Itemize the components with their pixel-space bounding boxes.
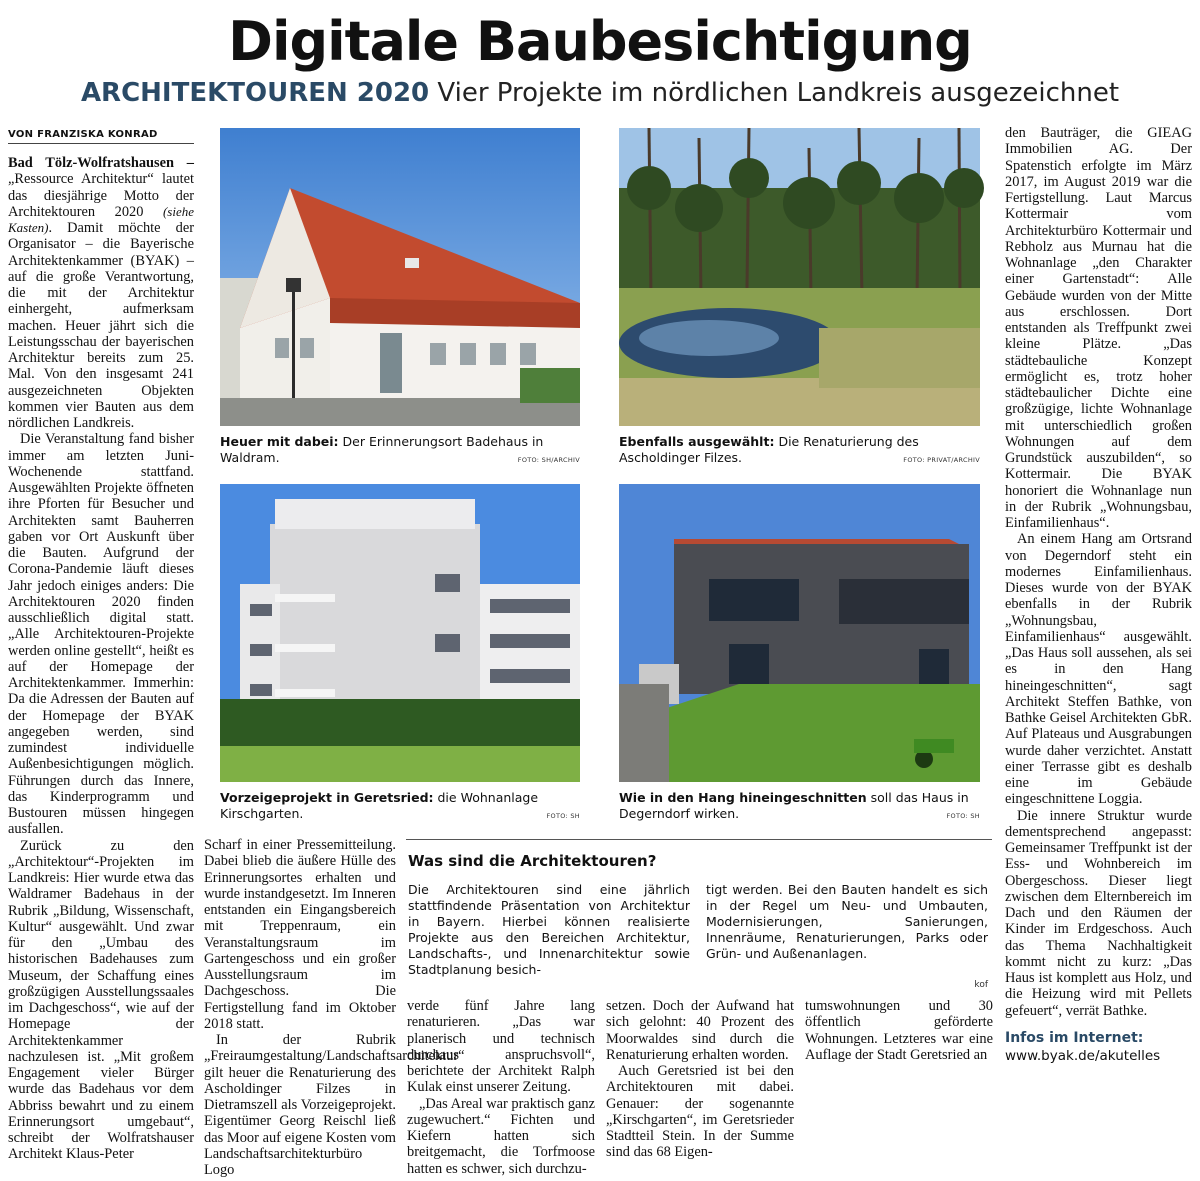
- subheadline-kicker: ARCHITEKTOUREN 2020: [80, 78, 430, 108]
- paragraph: Auch Geretsried ist bei den Architektouren mit dabei. Genauer: der sogenannte „Kirschgarten“, im Geretsrieder Stadtteil Stein. In der Summe sind das 68 Eigen-: [606, 1063, 794, 1161]
- dateline: Bad Tölz-Wolfratshausen –: [8, 155, 194, 171]
- paragraph-text: . Damit möchte der Organisator – die Bayerische Architektenkammer (BYAK) – auf die große Verantwortung, die mit der Architektur einhergeht, aufmerksam machen. Heuer jährt sich die Leistungsschau der bayerischen Architektur bereits zum 25. Mal. Von den insgesamt 241 ausgezeichneten Objekten kommen vier Bauten aus dem nördlichen Landkreis.: [8, 220, 194, 431]
- paragraph: Zurück zu den „Architektour“-Projekten im Landkreis: Hier wurde etwa das Waldramer Badehaus in der Rubrik „Bildung, Wissenschaft, Kultur“ ausgewählt. Und zwar für den „Umbau des historischen Badehauses zum Museum, der Schaffung eines großzügigen Ausstellungssaales im Dachgeschoss“, wie auf der Homepage der Architektenkammer nachzulesen ist. „Mit großem Engagement vieler Bürger wurde das Badehaus vor dem Abbriss bewahrt und zu einem Erinnerungsort umgebaut“, schreibt der Wolfratshauser Architekt Klaus-Peter: [8, 837, 194, 1163]
- paragraph: An einem Hang am Ortsrand von Degerndorf steht ein modernes Einfamilienhaus. Dieses wurde von der BYAK ebenfalls in der Rubrik „Wohnungsbau, Einfamilienhaus“ ausgewählt. „Das Haus soll aussehen, als sei es in den Hang hineingeschnitten“, sagt Architekt Steffen Bathke, von Bathke Geisel Architekten GbR. Auf Plateaus und Ausgrabungen wurde daher verzichtet. Anstatt einer Terrasse gibt es deshalb eine im Gebäude eingeschnittene Loggia.: [1005, 531, 1192, 808]
- infobox-signature: kof: [974, 980, 988, 990]
- photo-badehaus: [220, 128, 580, 426]
- article-column-3: [407, 998, 595, 1181]
- paragraph: setzen. Doch der Aufwand hat sich gelohnt: 40 Prozent des Moorwaldes sind durch die Renaturierung erhalten worden.: [606, 998, 794, 1063]
- caption-lead: Vorzeigeprojekt in Geretsried:: [220, 790, 434, 805]
- infobox-title: Was sind die Architektouren?: [408, 852, 657, 870]
- photo-moor: [619, 128, 980, 426]
- paragraph: tumswohnungen und 30 öffentlich geförderte Wohnungen. Letzteres war eine Auflage der Stadt Geretsried an: [805, 998, 993, 1063]
- photo-credit-moor: FOTO: PRIVAT/ARCHIV: [903, 456, 980, 464]
- caption-text: die Wohnanlage Kirschgarten.: [220, 790, 539, 821]
- headline: Digitale Baubesichtigung: [228, 10, 972, 73]
- article-column-2: [204, 837, 465, 1181]
- photo-credit-degerndorf: FOTO: SH: [946, 812, 980, 820]
- paragraph: den Bauträger, die GIEAG Immobilien AG. Der Spatenstich erfolgte im März 2017, im August 2019 war die Fertigstellung. Laut Marcus Kottermair vom Architekturbüro Kottermair und Rebholz aus Murnau hat die Wohnanlage „den Charakter einer Gartenstadt“: Alle Gebäude wurden von der Mitte aus erschlossen. Dort entstanden als Treffpunkt zwei kleine Plätze. „Das städtebauliche Konzept ermöglicht es, trotz hoher städtebaulicher Dichte eine großzügige, lichte Wohnanlage mit unterschiedlich großen Wohnungen auf dem Grundstück auszubilden“, so Kottermair. Die BYAK honoriert die Wohnanlage nun in der Rubrik „Wohnungsbau, Einfamilienhaus“.: [1005, 125, 1192, 531]
- caption-text: soll das Haus in Degerndorf wirken.: [619, 790, 969, 821]
- reference-note: (siehe Kasten): [8, 203, 194, 235]
- caption-text: Die Renaturierung des Ascholdinger Filzes.: [619, 434, 919, 465]
- article-column-4: [606, 998, 794, 1181]
- caption-text: Der Erinnerungsort Badehaus in Waldram.: [220, 434, 544, 465]
- paragraph: Scharf in einer Pressemitteilung. Dabei blieb die äußere Hülle des Erinnerungsortes erhalten und wurde instandgesetzt. Im Inneren entstanden ein Eingangsbereich mit Treppenraum, ein Veranstaltungsraum im Gartengeschoss und ein großer Ausstellungsraum im Dachgeschoss. Die Fertigstellung fand im Oktober 2018 statt.: [204, 837, 396, 1032]
- photo-credit-badehaus: FOTO: SH/ARCHIV: [517, 456, 580, 464]
- infobox-text-right: tigt werden. Bei den Bauten handelt es sich in der Regel um Neu- und Umbauten, Modernisierungen, Sanierungen, Innenräume, Renaturierungen, Parks oder Grün- und Außenanlagen.: [706, 882, 988, 961]
- caption-lead: Ebenfalls ausgewählt:: [619, 434, 775, 449]
- info-heading: Infos im Internet:: [1005, 1030, 1144, 1046]
- paragraph: verde fünf Jahre lang renaturieren. „Das war planerisch und technisch durchaus anspruchsvoll“, berichtete der Architekt Ralph Kulak einst unserer Zeitung.: [407, 998, 595, 1096]
- infobox-text-left: Die Architektouren sind eine jährlich stattfindende Präsentation von Architektur in Bayern. Hierbei können realisierte Projekte aus den Bereichen Architektur, Landschafts-, und Innenarchitektur sowie Stadtplanung besich-: [408, 882, 690, 977]
- infobox-divider: [406, 839, 992, 840]
- paragraph: In der Rubrik „Freiraumgestaltung/Landschaftsarchitektur“ gilt heuer die Renaturierung des Ascholdinger Filzes in Dietramszell als Vorzeigeprojekt. Eigentümer Georg Reischl ließ das Moor auf eigene Kosten vom Landschaftsarchitekturbüro Logo: [204, 1032, 465, 1178]
- article-column-5: [805, 998, 993, 1078]
- subheadline: [0, 78, 1200, 108]
- photo-credit-kirschgarten: FOTO: SH: [546, 812, 580, 820]
- paragraph: Die innere Struktur wurde dementsprechend angepasst: Gemeinsamer Treffpunkt ist der Ess- und Wohnbereich im Obergeschoss. Dieser liegt zwischen dem Elternbereich im Dach und den Räumen der Kinder im Erdgeschoss. Auch das Thema Nachhaltigkeit kommt nicht zu kurz: „Das Haus ist komplett aus Holz, und die Heizung wird mit Pellets gefeuert“, verrät Bathke.: [1005, 807, 1192, 1019]
- paragraph-text: „Ressource Architektur“ lautet das diesjährige Motto der Architektouren 2020: [8, 171, 194, 220]
- info-url-link[interactable]: www.byak.de/akutelles: [1005, 1048, 1161, 1064]
- caption-lead: Wie in den Hang hineingeschnitten: [619, 790, 867, 805]
- photo-degerndorf: [619, 484, 980, 782]
- paragraph: „Das Areal war praktisch ganz zugewuchert.“ Fichten und Kiefern hatten sich breitgemacht, die Torfmoose hatten es schwer, sich durchzu-: [407, 1095, 595, 1177]
- article-column-6: [1005, 125, 1192, 1019]
- paragraph: Die Veranstaltung fand bisher immer am letzten Juni-Wochenende stattfand. Ausgewählten Projekte öffneten ihre Pforten für Besucher und Architekten samt Bauherren gaben vor Ort Auskunft über die Bauten. Aufgrund der Corona-Pandemie läuft dieses Jahr jedoch einiges anders: Die Architektouren 2020 finden ausschließlich digital statt. „Alle Architektouren-Projekte werden online gestellt“, heißt es auf der Homepage der Architektenkammer. Immerhin: Da die Adressen der Bauten auf der Homepage der BYAK angegeben werden, sind zumindest individuelle Außenbesichtigungen möglich. Führungen durch das Innere, das Kinderprogramm und Bustouren müssen hingegen ausfallen.: [8, 431, 194, 838]
- byline: VON FRANZISKA KONRAD: [8, 129, 194, 144]
- article-column-1: [8, 155, 194, 1179]
- photo-kirschgarten: [220, 484, 580, 782]
- subheadline-text: Vier Projekte im nördlichen Landkreis ausgezeichnet: [437, 78, 1120, 108]
- caption-lead: Heuer mit dabei:: [220, 434, 339, 449]
